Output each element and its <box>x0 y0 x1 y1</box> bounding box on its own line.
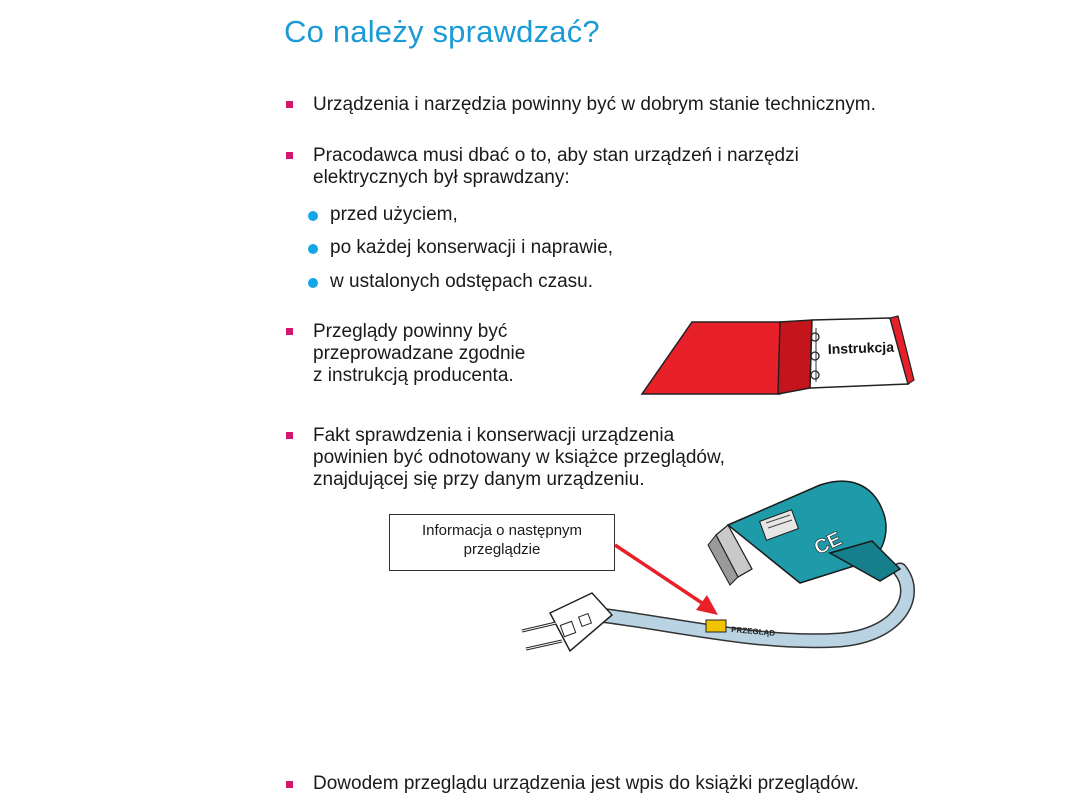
subitem-2: po każdej konserwacji i naprawie, <box>330 237 614 258</box>
sub-bullet-dot <box>308 211 318 221</box>
callout-line-1: Informacja o następnym <box>421 522 583 539</box>
sub-bullet-dot <box>308 278 318 288</box>
bullet-marker <box>286 432 293 439</box>
cable-tag-label: PRZEGLĄD <box>730 625 776 638</box>
item-2-line-1: Pracodawca musi dbać o to, aby stan urządzeń i narzędzi <box>313 145 799 166</box>
item-3-line-1: Przeglądy powinny być <box>313 321 508 342</box>
ce-badge: CE <box>810 527 846 560</box>
bullet-marker <box>286 781 293 788</box>
item-4-line-3: znajdującej się przy danym urządzeniu. <box>313 469 645 490</box>
item-4-line-2: powinien być odnotowany w książce przeglądów, <box>313 447 725 468</box>
sub-bullet-dot <box>308 244 318 254</box>
item-5-line-1: Dowodem przeglądu urządzenia jest wpis do książki przeglądów. <box>313 773 860 794</box>
item-2-line-2: elektrycznych był sprawdzany: <box>313 167 570 188</box>
callout-line-2: przeglądzie <box>463 541 541 558</box>
item-3-line-3: z instrukcją producenta. <box>313 365 514 386</box>
item-4-line-1: Fakt sprawdzenia i konserwacji urządzenia <box>313 425 675 446</box>
subitem-1: przed użyciem, <box>330 204 458 225</box>
page-title: Co należy sprawdzać? <box>284 14 600 49</box>
subitem-3: w ustalonych odstępach czasu. <box>330 271 593 292</box>
bullet-marker <box>286 101 293 108</box>
item-3-line-2: przeprowadzane zgodnie <box>313 343 526 364</box>
binder-label: Instrukcja <box>827 338 895 357</box>
drill-illustration <box>500 465 930 685</box>
bullet-marker <box>286 328 293 335</box>
binder-illustration <box>640 312 920 398</box>
bullet-marker <box>286 152 293 159</box>
item-1-line-1: Urządzenia i narzędzia powinny być w dobrym stanie technicznym. <box>313 94 876 115</box>
